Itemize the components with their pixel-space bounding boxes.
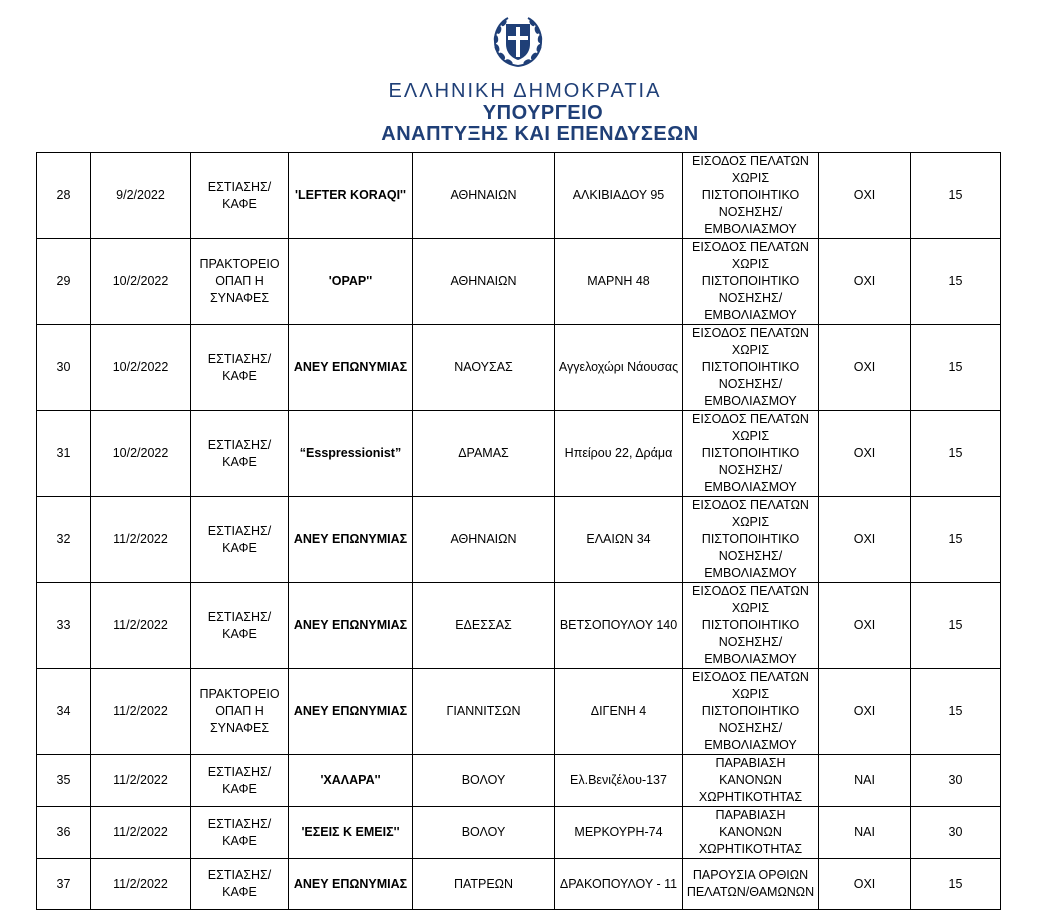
address-cell: Αγγελοχώρι Νάουσας bbox=[555, 325, 683, 411]
business-name-cell: ΑΝΕΥ ΕΠΩΝΥΜΙΑΣ bbox=[289, 497, 413, 583]
table-row bbox=[37, 153, 1001, 239]
date-cell: 10/2/2022 bbox=[91, 239, 191, 325]
address-cell: Ηπείρου 22, Δράμα bbox=[555, 411, 683, 497]
table-row bbox=[37, 807, 1001, 859]
days-cell: 15 bbox=[911, 583, 1001, 669]
date-cell: 11/2/2022 bbox=[91, 807, 191, 859]
table-row bbox=[37, 497, 1001, 583]
row-number-cell: 36 bbox=[37, 807, 91, 859]
date-cell: 10/2/2022 bbox=[91, 325, 191, 411]
date-cell: 10/2/2022 bbox=[91, 411, 191, 497]
municipality-cell: ΝΑΟΥΣΑΣ bbox=[413, 325, 555, 411]
municipality-cell: ΑΘΗΝΑΙΩΝ bbox=[413, 153, 555, 239]
municipality-cell: ΠΑΤΡΕΩΝ bbox=[413, 859, 555, 910]
business-name-cell: “Esspressionist” bbox=[289, 411, 413, 497]
table-row bbox=[37, 239, 1001, 325]
closure-cell: ΟΧΙ bbox=[819, 153, 911, 239]
row-number-cell: 29 bbox=[37, 239, 91, 325]
inspection-records-table bbox=[36, 152, 1001, 910]
row-number-cell: 35 bbox=[37, 755, 91, 807]
row-number-cell: 33 bbox=[37, 583, 91, 669]
category-cell: ΠΡΑΚΤΟΡΕΙΟ ΟΠΑΠ Η ΣΥΝΑΦΕΣ bbox=[191, 239, 289, 325]
category-cell: ΕΣΤΙΑΣΗΣ/ΚΑΦΕ bbox=[191, 859, 289, 910]
days-cell: 15 bbox=[911, 859, 1001, 910]
table-row bbox=[37, 411, 1001, 497]
municipality-cell: ΑΘΗΝΑΙΩΝ bbox=[413, 239, 555, 325]
category-cell: ΕΣΤΙΑΣΗΣ/ΚΑΦΕ bbox=[191, 411, 289, 497]
row-number-cell: 30 bbox=[37, 325, 91, 411]
address-cell: ΔΙΓΕΝΗ 4 bbox=[555, 669, 683, 755]
category-cell: ΕΣΤΙΑΣΗΣ/ΚΑΦΕ bbox=[191, 153, 289, 239]
closure-cell: ΟΧΙ bbox=[819, 669, 911, 755]
violation-cell: ΕΙΣΟΔΟΣ ΠΕΛΑΤΩΝ ΧΩΡΙΣ ΠΙΣΤΟΠΟΙΗΤΙΚΟ ΝΟΣΗΣΗΣ/ΕΜΒΟΛΙΑΣΜΟΥ bbox=[683, 669, 819, 755]
municipality-cell: ΑΘΗΝΑΙΩΝ bbox=[413, 497, 555, 583]
address-cell: ΜΕΡΚΟΥΡΗ-74 bbox=[555, 807, 683, 859]
category-cell: ΕΣΤΙΑΣΗΣ/ΚΑΦΕ bbox=[191, 325, 289, 411]
table-row bbox=[37, 755, 1001, 807]
municipality-cell: ΕΔΕΣΣΑΣ bbox=[413, 583, 555, 669]
date-cell: 11/2/2022 bbox=[91, 497, 191, 583]
business-name-cell: 'LEFTER KORAQI'' bbox=[289, 153, 413, 239]
category-cell: ΠΡΑΚΤΟΡΕΙΟ ΟΠΑΠ Η ΣΥΝΑΦΕΣ bbox=[191, 669, 289, 755]
days-cell: 15 bbox=[911, 325, 1001, 411]
ministry-title-line2: ΑΝΑΠΤΥΞΗΣ ΚΑΙ ΕΠΕΝΔΥΣΕΩΝ bbox=[381, 123, 699, 145]
greek-coat-of-arms-icon bbox=[490, 14, 546, 70]
row-number-cell: 37 bbox=[37, 859, 91, 910]
days-cell: 30 bbox=[911, 755, 1001, 807]
category-cell: ΕΣΤΙΑΣΗΣ/ΚΑΦΕ bbox=[191, 807, 289, 859]
closure-cell: ΟΧΙ bbox=[819, 325, 911, 411]
date-cell: 11/2/2022 bbox=[91, 755, 191, 807]
category-cell: ΕΣΤΙΑΣΗΣ/ΚΑΦΕ bbox=[191, 583, 289, 669]
address-cell: ΕΛΑΙΩΝ 34 bbox=[555, 497, 683, 583]
violation-cell: ΠΑΡΟΥΣΙΑ ΟΡΘΙΩΝ ΠΕΛΑΤΩΝ/ΘΑΜΩΝΩΝ bbox=[683, 859, 819, 910]
address-cell: ΜΑΡΝΗ 48 bbox=[555, 239, 683, 325]
republic-title: ΕΛΛΗΝΙΚΗ ΔΗΜΟΚΡΑΤΙΑ bbox=[388, 80, 662, 102]
municipality-cell: ΒΟΛΟΥ bbox=[413, 755, 555, 807]
table-row bbox=[37, 583, 1001, 669]
address-cell: ΔΡΑΚΟΠΟΥΛΟΥ - 11 bbox=[555, 859, 683, 910]
violation-cell: ΕΙΣΟΔΟΣ ΠΕΛΑΤΩΝ ΧΩΡΙΣ ΠΙΣΤΟΠΟΙΗΤΙΚΟ ΝΟΣΗΣΗΣ/ΕΜΒΟΛΙΑΣΜΟΥ bbox=[683, 583, 819, 669]
row-number-cell: 31 bbox=[37, 411, 91, 497]
category-cell: ΕΣΤΙΑΣΗΣ/ΚΑΦΕ bbox=[191, 755, 289, 807]
days-cell: 15 bbox=[911, 669, 1001, 755]
row-number-cell: 32 bbox=[37, 497, 91, 583]
date-cell: 11/2/2022 bbox=[91, 583, 191, 669]
closure-cell: ΟΧΙ bbox=[819, 583, 911, 669]
row-number-cell: 28 bbox=[37, 153, 91, 239]
days-cell: 15 bbox=[911, 411, 1001, 497]
ministry-title-line1: ΥΠΟΥΡΓΕΙΟ bbox=[482, 102, 604, 124]
row-number-cell: 34 bbox=[37, 669, 91, 755]
business-name-cell: ΑΝΕΥ ΕΠΩΝΥΜΙΑΣ bbox=[289, 669, 413, 755]
business-name-cell: ΑΝΕΥ ΕΠΩΝΥΜΙΑΣ bbox=[289, 325, 413, 411]
document-header bbox=[0, 0, 1040, 152]
business-name-cell: 'ΧΑΛΑΡΑ'' bbox=[289, 755, 413, 807]
days-cell: 15 bbox=[911, 497, 1001, 583]
address-cell: ΒΕΤΣΟΠΟΥΛΟΥ 140 bbox=[555, 583, 683, 669]
closure-cell: ΟΧΙ bbox=[819, 411, 911, 497]
violation-cell: ΕΙΣΟΔΟΣ ΠΕΛΑΤΩΝ ΧΩΡΙΣ ΠΙΣΤΟΠΟΙΗΤΙΚΟ ΝΟΣΗΣΗΣ/ΕΜΒΟΛΙΑΣΜΟΥ bbox=[683, 497, 819, 583]
closure-cell: ΟΧΙ bbox=[819, 497, 911, 583]
municipality-cell: ΒΟΛΟΥ bbox=[413, 807, 555, 859]
address-cell: Ελ.Βενιζέλου-137 bbox=[555, 755, 683, 807]
days-cell: 30 bbox=[911, 807, 1001, 859]
business-name-cell: ΑΝΕΥ ΕΠΩΝΥΜΙΑΣ bbox=[289, 583, 413, 669]
table-row bbox=[37, 669, 1001, 755]
table-row bbox=[37, 859, 1001, 910]
address-cell: ΑΛΚΙΒΙΑΔΟΥ 95 bbox=[555, 153, 683, 239]
category-cell: ΕΣΤΙΑΣΗΣ/ΚΑΦΕ bbox=[191, 497, 289, 583]
municipality-cell: ΓΙΑΝΝΙΤΣΩΝ bbox=[413, 669, 555, 755]
violation-cell: ΕΙΣΟΔΟΣ ΠΕΛΑΤΩΝ ΧΩΡΙΣ ΠΙΣΤΟΠΟΙΗΤΙΚΟ ΝΟΣΗΣΗΣ/ΕΜΒΟΛΙΑΣΜΟΥ bbox=[683, 239, 819, 325]
date-cell: 9/2/2022 bbox=[91, 153, 191, 239]
business-name-cell: ΑΝΕΥ ΕΠΩΝΥΜΙΑΣ bbox=[289, 859, 413, 910]
closure-cell: ΝΑΙ bbox=[819, 807, 911, 859]
municipality-cell: ΔΡΑΜΑΣ bbox=[413, 411, 555, 497]
violation-cell: ΕΙΣΟΔΟΣ ΠΕΛΑΤΩΝ ΧΩΡΙΣ ΠΙΣΤΟΠΟΙΗΤΙΚΟ ΝΟΣΗΣΗΣ/ΕΜΒΟΛΙΑΣΜΟΥ bbox=[683, 325, 819, 411]
violation-cell: ΠΑΡΑΒΙΑΣΗ ΚΑΝΟΝΩΝ ΧΩΡΗΤΙΚΟΤΗΤΑΣ bbox=[683, 807, 819, 859]
violation-cell: ΕΙΣΟΔΟΣ ΠΕΛΑΤΩΝ ΧΩΡΙΣ ΠΙΣΤΟΠΟΙΗΤΙΚΟ ΝΟΣΗΣΗΣ/ΕΜΒΟΛΙΑΣΜΟΥ bbox=[683, 153, 819, 239]
days-cell: 15 bbox=[911, 153, 1001, 239]
closure-cell: ΟΧΙ bbox=[819, 859, 911, 910]
days-cell: 15 bbox=[911, 239, 1001, 325]
date-cell: 11/2/2022 bbox=[91, 669, 191, 755]
business-name-cell: 'ΟΡΑΡ'' bbox=[289, 239, 413, 325]
closure-cell: ΟΧΙ bbox=[819, 239, 911, 325]
closure-cell: ΝΑΙ bbox=[819, 755, 911, 807]
date-cell: 11/2/2022 bbox=[91, 859, 191, 910]
business-name-cell: 'ΕΣΕΙΣ Κ ΕΜΕΙΣ'' bbox=[289, 807, 413, 859]
table-row bbox=[37, 325, 1001, 411]
violation-cell: ΠΑΡΑΒΙΑΣΗ ΚΑΝΟΝΩΝ ΧΩΡΗΤΙΚΟΤΗΤΑΣ bbox=[683, 755, 819, 807]
violation-cell: ΕΙΣΟΔΟΣ ΠΕΛΑΤΩΝ ΧΩΡΙΣ ΠΙΣΤΟΠΟΙΗΤΙΚΟ ΝΟΣΗΣΗΣ/ΕΜΒΟΛΙΑΣΜΟΥ bbox=[683, 411, 819, 497]
